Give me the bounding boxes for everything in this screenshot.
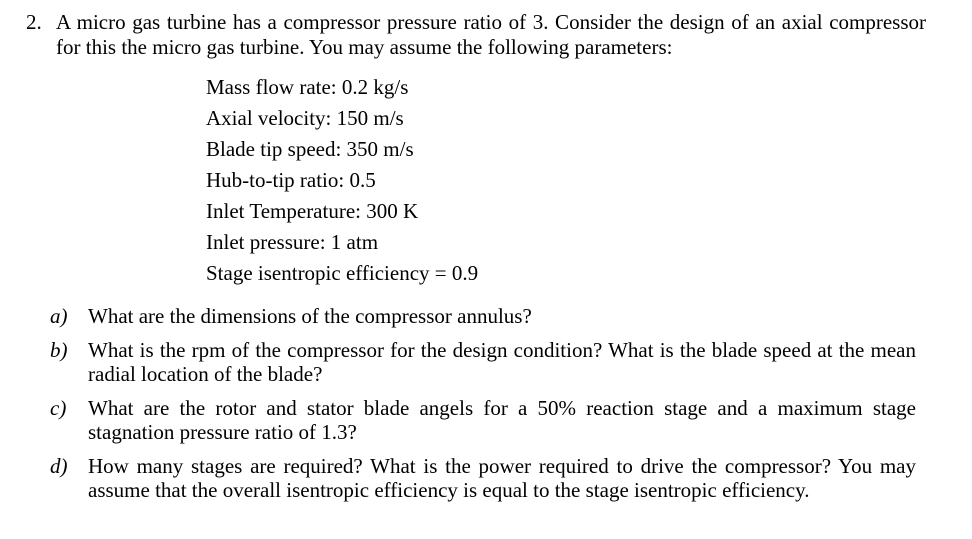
parameter-list — [206, 72, 478, 289]
parameter-axial-velocity: Axial velocity: 150 m/s — [206, 106, 404, 130]
problem-number: 2. — [26, 10, 42, 34]
parameter-hub-to-tip-ratio: Hub-to-tip ratio: 0.5 — [206, 168, 376, 192]
parameter-mass-flow-rate: Mass flow rate: 0.2 kg/s — [206, 75, 409, 99]
parameter-blade-tip-speed: Blade tip speed: 350 m/s — [206, 137, 414, 161]
parameter-inlet-temperature: Inlet Temperature: 300 K — [206, 199, 419, 223]
question-label: b) — [50, 338, 68, 362]
question-text: What are the rotor and stator blade angels for a 50% reaction stage and a maximum stage stagnation pressure ratio of 1.3? — [88, 396, 916, 444]
question-label: a) — [50, 304, 68, 328]
question-text: How many stages are required? What is the power required to drive the compressor? You may assume that the overall isentropic efficiency is equal to the stage isentropic efficiency. — [88, 454, 916, 502]
question-c — [50, 396, 916, 444]
parameter-inlet-pressure: Inlet pressure: 1 atm — [206, 230, 379, 254]
problem-statement — [26, 10, 926, 60]
question-label: d) — [50, 454, 68, 478]
question-b — [50, 338, 916, 386]
question-text: What are the dimensions of the compressor annulus? — [88, 304, 532, 328]
question-d — [50, 454, 916, 502]
question-text: What is the rpm of the compressor for the design condition? What is the blade speed at the mean radial location of the blade? — [88, 338, 916, 386]
question-list — [50, 304, 916, 512]
parameter-stage-efficiency: Stage isentropic efficiency = 0.9 — [206, 261, 479, 285]
problem-text: A micro gas turbine has a compressor pressure ratio of 3. Consider the design of an axial compressor for this the micro gas turbine. You may assume the following parameters: — [56, 10, 926, 59]
question-a — [50, 304, 916, 328]
question-label: c) — [50, 396, 67, 420]
